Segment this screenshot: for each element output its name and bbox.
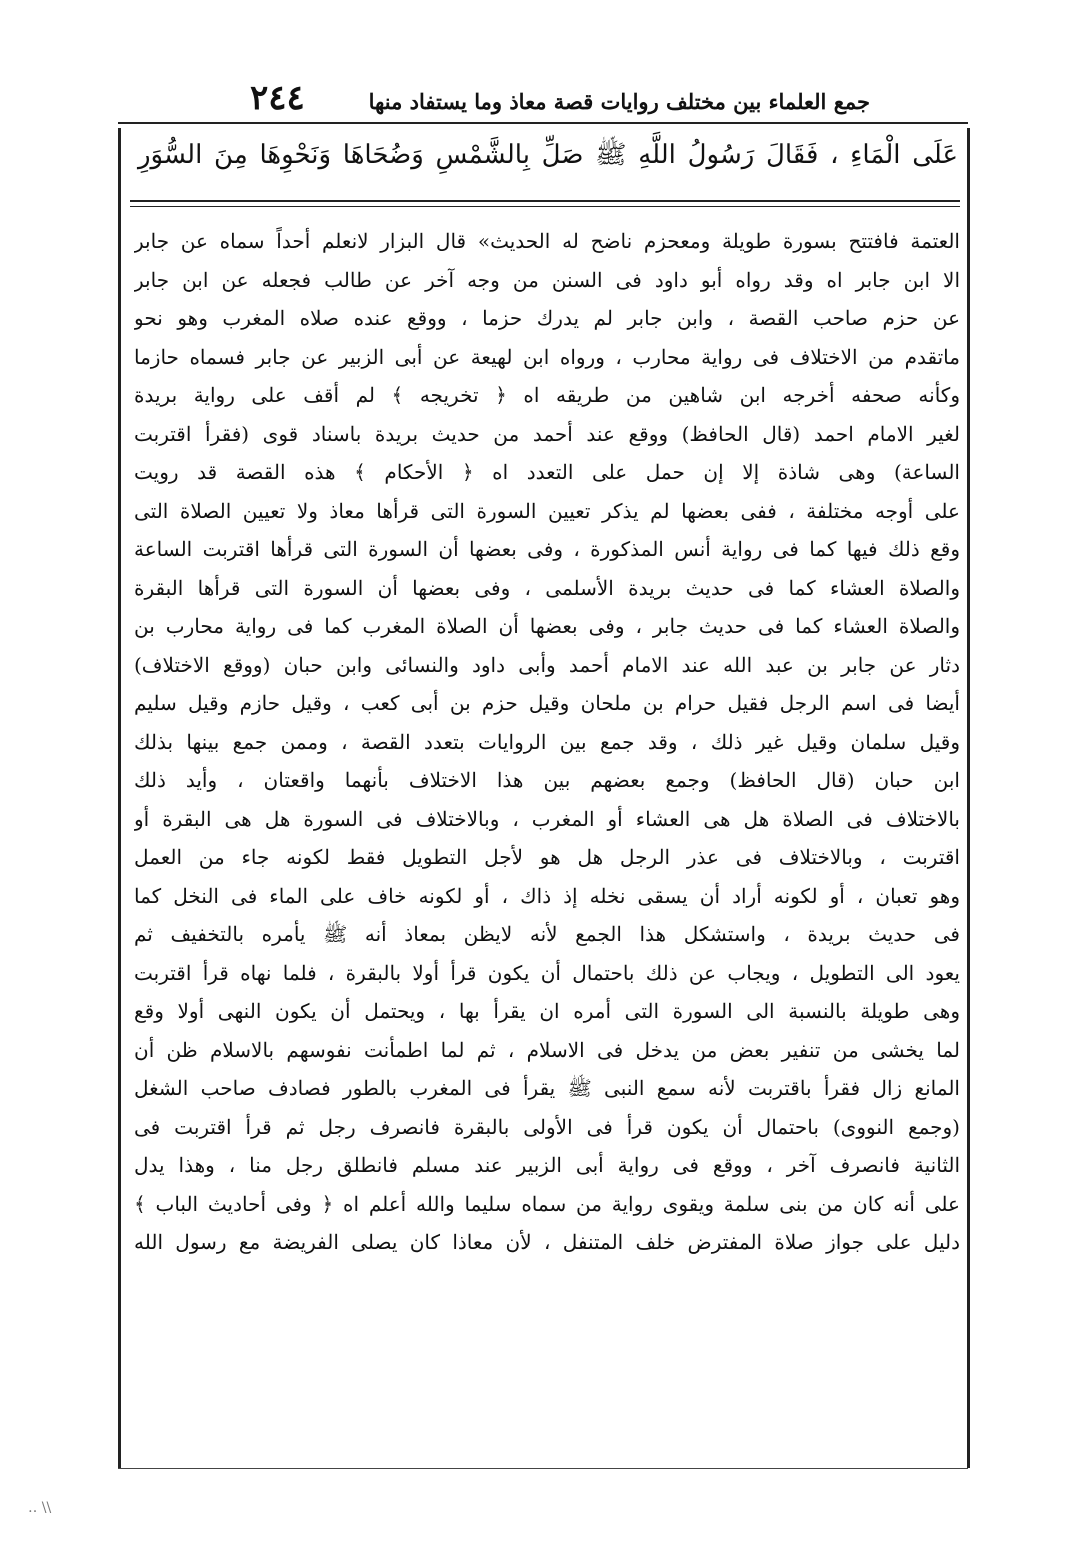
text-line: الساعة) وهى شاذة إلا إن حمل على التعدد اه ﴿ الأحكام ﴾ هذه القصة قد رويت [134, 460, 960, 484]
text-line: ماتقدم من الاختلاف فى رواية محارب ، ورواه ابن لهيعة عن أبى الزبير عن جابر فسماه حازما [134, 344, 960, 369]
text-line: ابن حبان (قال الحافظ) وجمع بعضهم بين هذا الاختلاف بأنهما واقعتان ، وأيد ذلك [134, 768, 960, 792]
text-line: العتمة فافتتح بسورة طويلة ومعحزم ناضح له الحديث» قال البزار لانعلم أحداً سماه عن جابر [134, 229, 960, 253]
bottom-rule [118, 1468, 968, 1469]
text-line: الثانية فانصرف آخر ، ووقع فى رواية أبى الزبير عند مسلم فانطلق رجل منا ، وهذا يدل [134, 1153, 960, 1177]
text-line: عن حزم صاحب القصة ، وابن جابر لم يدرك حزما ، ووقع عنده صلاه المغرب وهو نحو [134, 306, 960, 330]
header-rule [118, 122, 968, 124]
header-title: جمع العلماء بين مختلف روايات قصة معاذ وما يستفاد منها [368, 89, 870, 114]
text-line: بالاختلاف فى الصلاة هل هى العشاء أو المغرب ، وبالاختلاف فى السورة هل هى البقرة أو [134, 806, 960, 831]
text-line: على أنه كان من بنى سلمة ويقوى رواية من سماه سليما والله أعلم اه ﴿ وفى أحاديث الباب ﴾ [134, 1191, 960, 1216]
text-line: وهى طويلة بالنسبة الى السورة التى أمره ان يقرأ بها ، ويحتمل أن يكون النهى أولا وقع [134, 999, 960, 1023]
page-number: ٢٤٤ [250, 78, 305, 118]
verse-line: عَلَى الْمَاءِ ، فَقَالَ رَسُولُ اللَّهِ ﷺ صَلِّ بِالشَّمْسِ وَضُحَاهَا وَنَحْوِهَا مِنَ السُّوَرِ [138, 140, 958, 170]
commentary-text [134, 222, 960, 1262]
verse-divider [130, 200, 960, 202]
text-line: وقيل سلمان وقيل غير ذلك ، وقد جمع بين الروايات بتعدد القصة ، وممن جمع بينها بذلك [134, 729, 960, 754]
text-line: يعود الى التطويل ، ويجاب عن ذلك باحتمال أن يكون قرأ أولا بالبقرة ، فلما نهاه قرأ اقتربت [134, 960, 960, 985]
text-line: على أوجه مختلفة ، ففى بعضها لم يذكر تعيين السورة التى قرأها معاذ ولا تعيين الصلاة التى [134, 498, 960, 523]
text-line: (وجمع النووى) باحتمال أن يكون قرأ فى الأولى بالبقرة فانصرف رجل ثم قرأ اقتربت فى [134, 1114, 960, 1139]
text-line: والصلاة العشاء كما فى حديث بريدة الأسلمى ، وفى بعضها أن السورة التى قرأها البقرة [134, 575, 960, 600]
text-line: الا ابن جابر اه وقد رواه أبو داود فى السنن من وجه آخر عن طالب فجعله عن ابن جابر [134, 267, 960, 292]
text-line: دثار عن جابر بن عبد الله عند الامام أحمد وأبى داود والنسائى وابن حبان (ووقع الاختلاف) [134, 652, 960, 677]
text-line: أيضا فى اسم الرجل فقيل حرام بن ملحان وقيل حزم بن أبى كعب ، وقيل حازم وقيل سليم [134, 691, 960, 715]
verse-divider-thin [130, 206, 960, 207]
text-line: اقتربت ، وبالاختلاف فى عذر الرجل هل هو لأجل التطويل فقط لكونه جاء من العمل [134, 845, 960, 869]
text-line: وهو تعبان ، أو لكونه أراد أن يسقى نخله إذ ذاك ، أو لكونه خاف على الماء فى النخل كما [134, 883, 960, 908]
text-line: لغير الامام احمد (قال الحافظ) ووقع عند أحمد من حديث بريدة باسناد قوى (فقرأ اقتربت [134, 421, 960, 446]
text-line: دليل على جواز صلاة المفترض خلف المتنفل ، لأن معاذا كان يصلى الفريضة مع رسول الله [134, 1230, 960, 1254]
margin-mark: ‥ \\ [28, 1500, 52, 1516]
text-line: فى حديث بريدة ، واستشكل هذا الجمع لأنه لايظن بمعاذ أنه ﷺ يأمره بالتخفيف ثم [134, 922, 960, 946]
text-line: وقع ذلك فيها كما فى رواية أنس المذكورة ، وفى بعضها أن السورة التى قرأها اقتربت الساعة [134, 537, 960, 561]
text-line: وكأنه صحفه أخرجه ابن شاهين من طريقه اه ﴿ تخريجه ﴾ لم أقف على رواية بريدة [134, 383, 960, 407]
text-line: المانع زال فقرأ باقتربت لأنه سمع النبى ﷺ يقرأ فى المغرب بالطور فصادف صاحب الشغل [134, 1076, 960, 1100]
text-line: لما يخشى من تنفير بعض من يدخل فى الاسلام ، ثم لما اطمأنت نفوسهم بالاسلام ظن أن [134, 1037, 960, 1062]
text-line: والصلاة العشاء كما فى حديث جابر ، وفى بعضها أن الصلاة المغرب كما فى رواية محارب بن [134, 614, 960, 638]
running-head [250, 78, 870, 118]
